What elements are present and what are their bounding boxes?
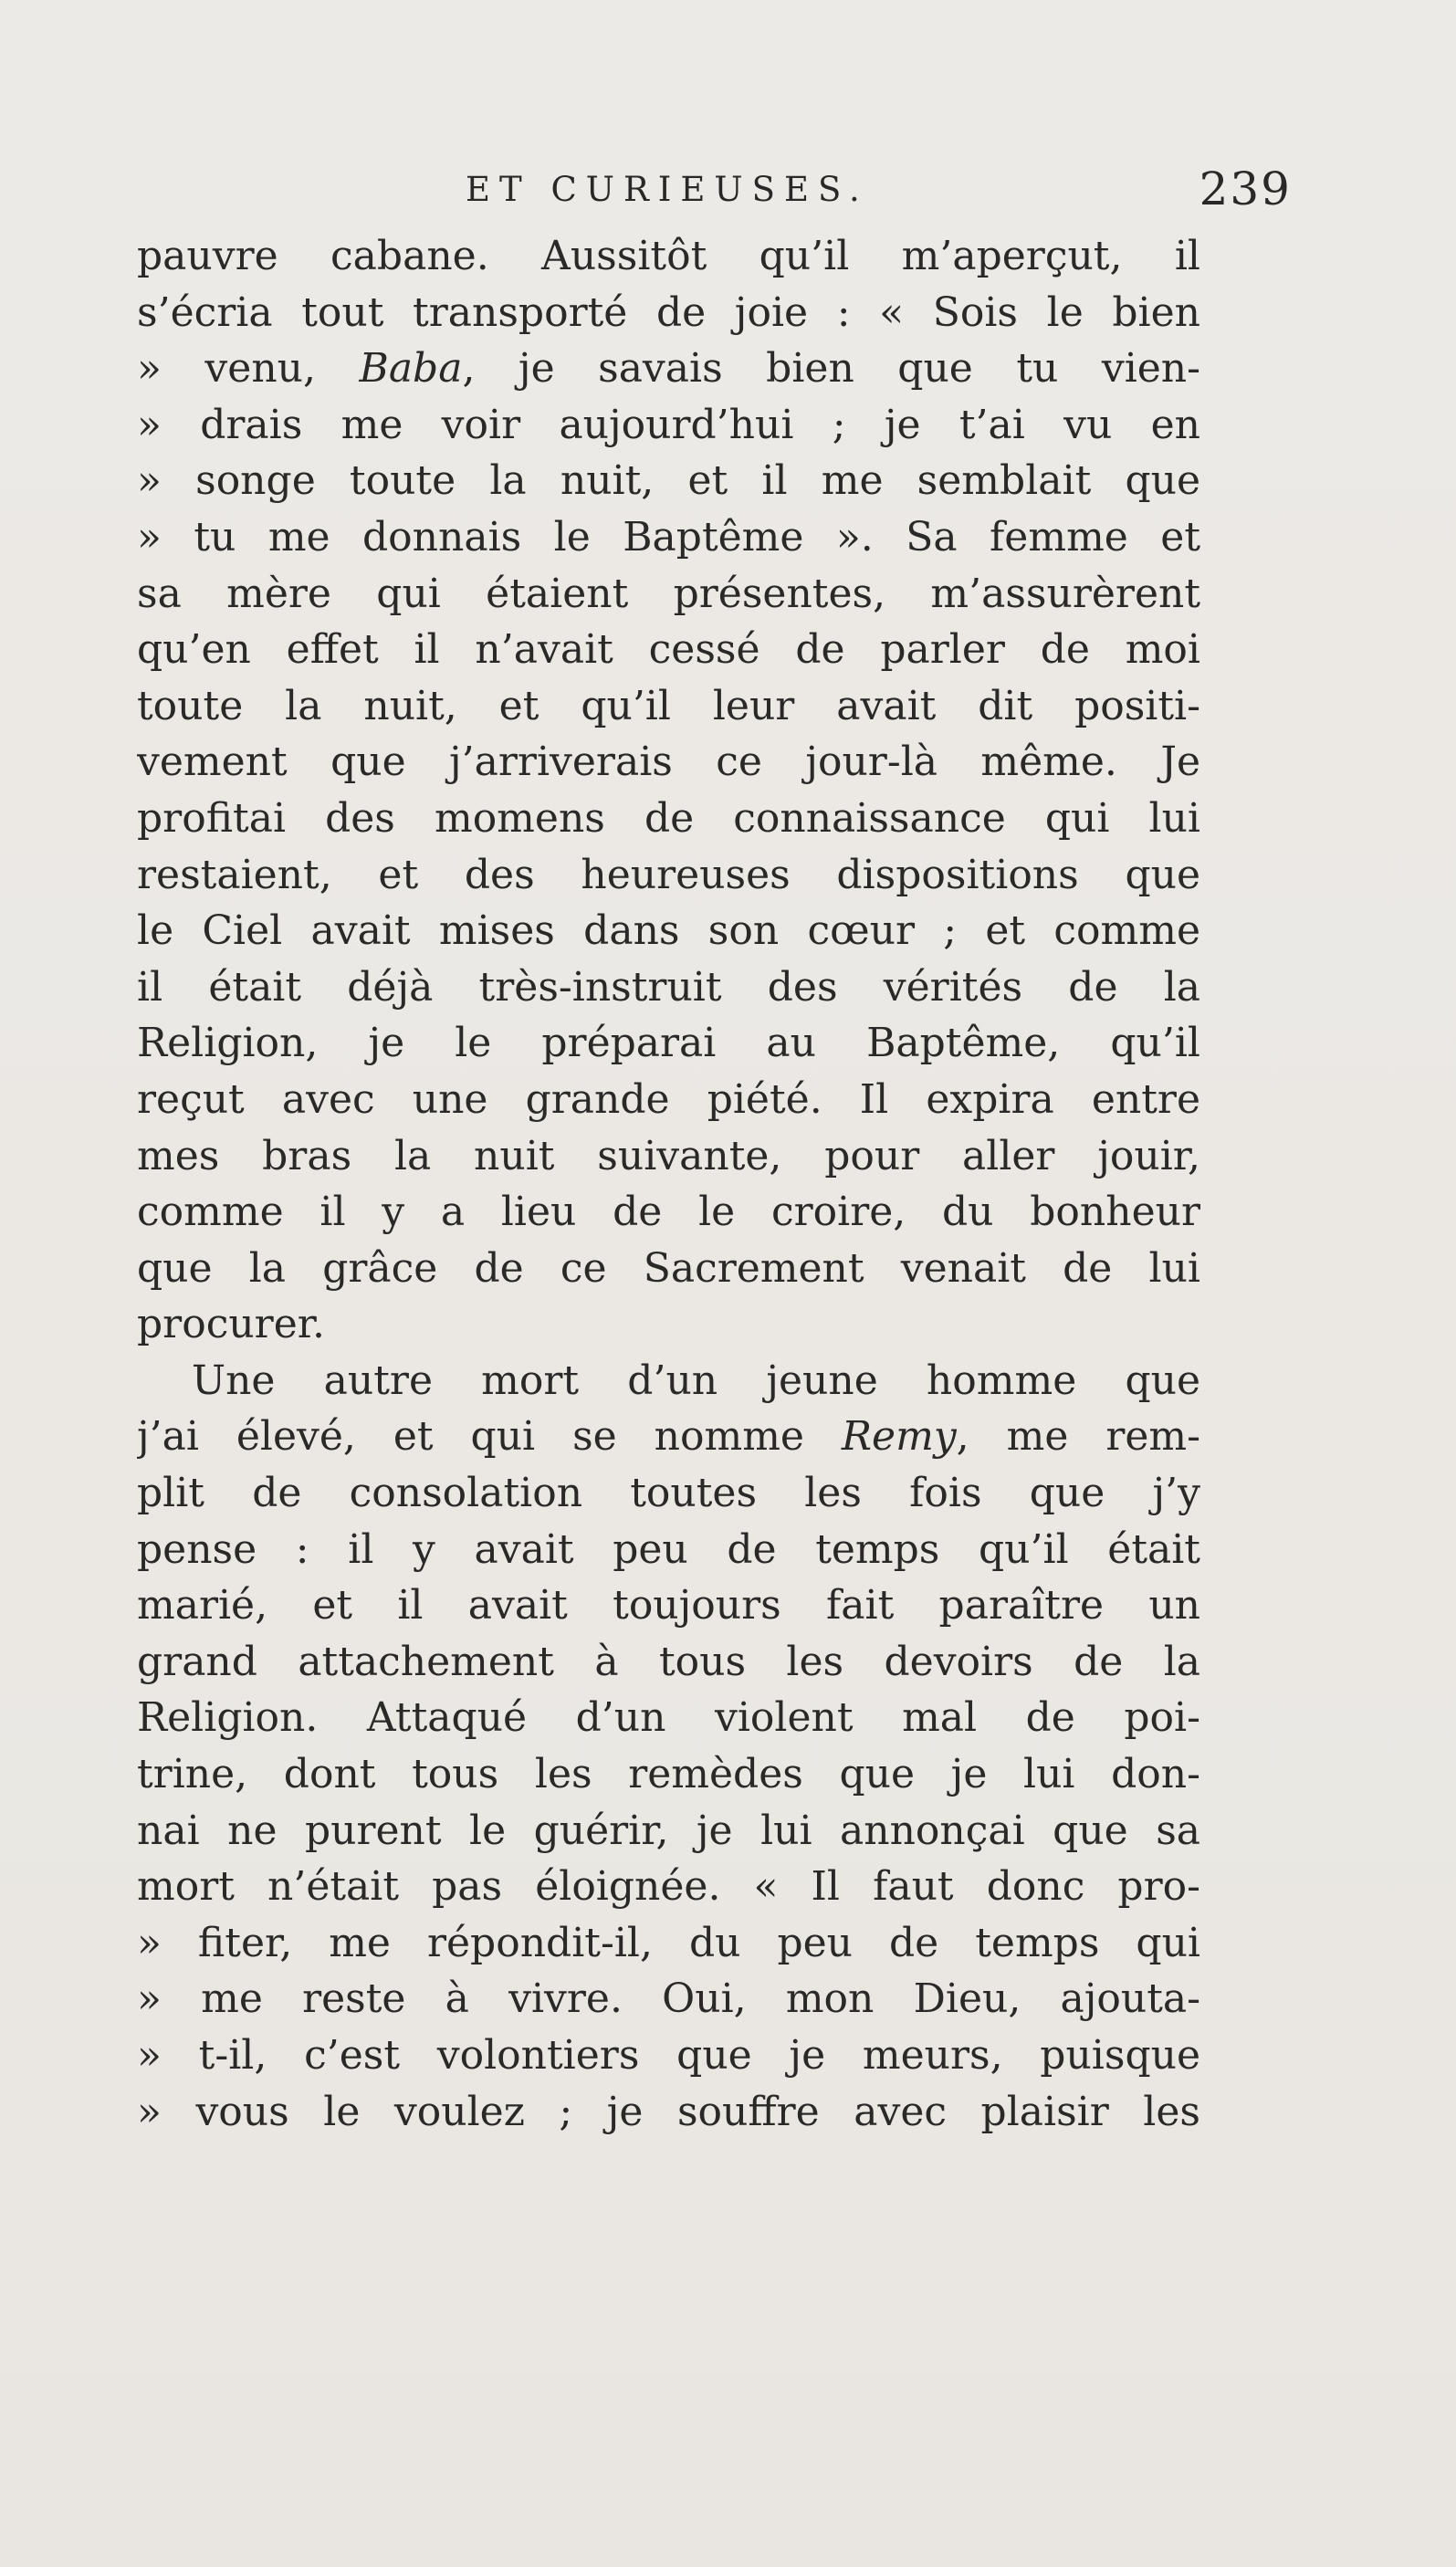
text-line: » songe toute la nuit, et il me semblait que (137, 457, 1200, 505)
text-line: Religion. Attaqué d’un violent mal de poi- (137, 1694, 1200, 1742)
text-line: il était déjà très-instruit des vérités de la (137, 963, 1200, 1011)
text-line: plit de consolation toutes les fois que j’y (137, 1470, 1200, 1517)
text-line: comme il y a lieu de le croire, du bonheur (137, 1189, 1200, 1236)
text-line: Religion, je le préparai au Baptême, qu’il (137, 1020, 1200, 1067)
text-line: » drais me voir aujourd’hui ; je t’ai vu en (137, 401, 1200, 448)
text-segment: , je savais bien que tu vien- (462, 345, 1200, 393)
text-line: reçut avec une grande piété. Il expira entre (137, 1075, 1200, 1123)
running-title: ET CURIEUSES. (466, 170, 869, 209)
text-segment: , me rem- (956, 1413, 1200, 1461)
text-line-paragraph-end: procurer. (137, 1301, 325, 1348)
page-number: 239 (1199, 162, 1292, 215)
text-line: nai ne purent le guérir, je lui annonçai que sa (137, 1807, 1200, 1854)
text-line: marié, et il avait toujours fait paraître un (137, 1582, 1200, 1629)
text-line: mort n’était pas éloignée. « Il faut donc pro- (137, 1863, 1200, 1911)
text-line: mes bras la nuit suivante, pour aller jouir, (137, 1132, 1200, 1179)
text-line: grand attachement à tous les devoirs de la (137, 1638, 1200, 1685)
text-line: pense : il y avait peu de temps qu’il était (137, 1525, 1200, 1573)
text-line: pauvre cabane. Aussitôt qu’il m’aperçut, il (137, 233, 1200, 279)
page-header (137, 162, 1292, 226)
text-line: » me reste à vivre. Oui, mon Dieu, ajouta- (137, 1975, 1200, 2023)
text-line: » tu me donnais le Baptême ». Sa femme et (137, 513, 1200, 561)
text-segment: j’ai élevé, et qui se nomme (137, 1413, 842, 1461)
text-line: profitai des momens de connaissance qui lui (137, 794, 1200, 842)
text-line: restaient, et des heureuses dispositions que (137, 851, 1200, 898)
text-line: qu’en effet il n’avait cessé de parler de moi (137, 626, 1200, 674)
text-segment: » venu, (137, 345, 360, 393)
body-text (137, 228, 1200, 2140)
text-line: le Ciel avait mises dans son cœur ; et comme (137, 907, 1200, 955)
text-line: trine, dont tous les remèdes que je lui don- (137, 1751, 1200, 1798)
text-line: » t-il, c’est volontiers que je meurs, puisque (137, 2032, 1200, 2079)
text-line (137, 341, 1200, 397)
text-line-paragraph-start: Une autre mort d’un jeune homme que (192, 1357, 1200, 1404)
text-line: » fiter, me répondit-il, du peu de temps qui (137, 1919, 1200, 1966)
text-line: que la grâce de ce Sacrement venait de lui (137, 1244, 1200, 1292)
text-line (137, 1409, 1200, 1465)
text-line: » vous le voulez ; je souffre avec plaisir les (137, 2088, 1200, 2135)
text-line: toute la nuit, et qu’il leur avait dit positi- (137, 682, 1200, 729)
text-line: sa mère qui étaient présentes, m’assurèrent (137, 570, 1200, 617)
text-line: s’écria tout transporté de joie : « Sois le bien (137, 288, 1200, 336)
italic-name-remy: Remy (841, 1413, 957, 1461)
text-line: vement que j’arriverais ce jour-là même. Je (137, 739, 1200, 786)
italic-name-baba: Baba (359, 345, 463, 393)
